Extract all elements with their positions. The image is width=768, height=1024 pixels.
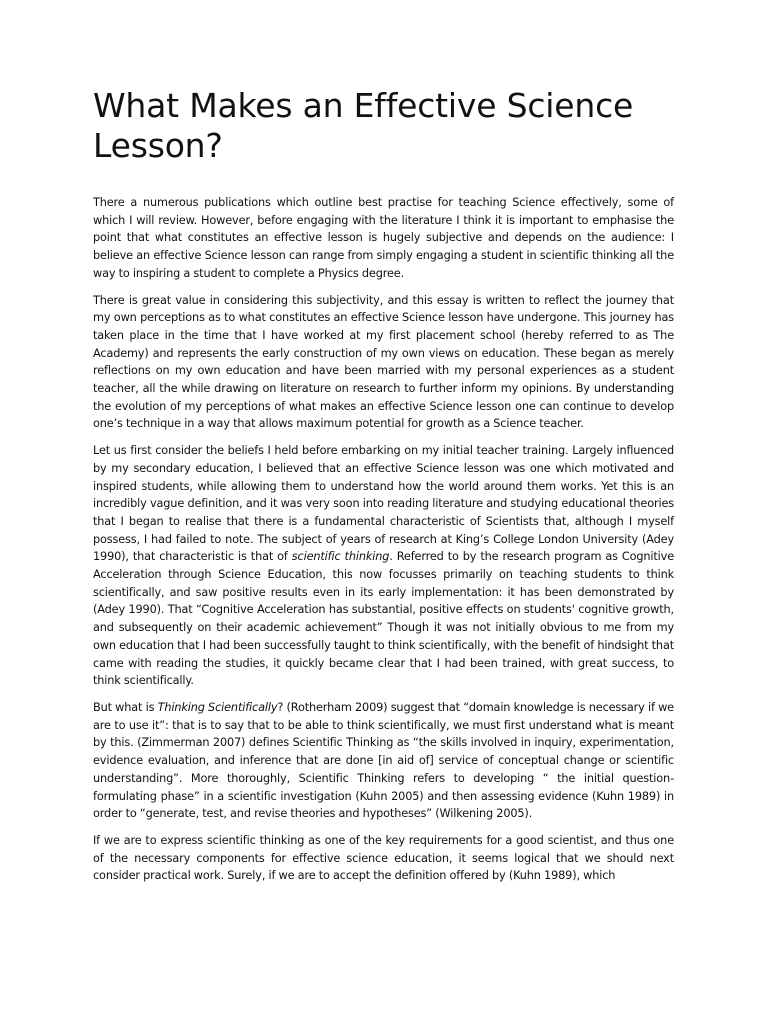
paragraph-text: ? (Rotherham 2009) suggest that “domain knowledge is necessary if we are to use it”: that is to say that to be able to think scientifically, we must first understand what is meant by this. (Zimmerman 2007) defines Scientific Thinking as “the skills involved in inquiry, experimentation, evidence evaluation, and inference that are done [in aid of] service of conceptual change or scientific understanding”. More thoroughly, Scientific Thinking refers to developing “ the initial question-formulating phase” in a scientific investigation (Kuhn 2005) and then assessing evidence (Kuhn 1989) in order to “generate, test, and revise theories and hypotheses” (Wilkening 2005).: [93, 700, 674, 821]
document-title: What Makes an Effective Science Lesson?: [93, 86, 634, 165]
italic-term: scientific thinking: [291, 550, 390, 564]
paragraph: [93, 699, 674, 823]
paragraph-text: There is great value in considering this subjectivity, and this essay is written to reflect the journey that my own perceptions as to what constitutes an effective Science lesson have undergone. This journey has taken place in the time that I have worked at my first placement school (hereby referred to as The Academy) and represents the early construction of my own views on education. These began as merely reflections on my own education and have been married with my personal experiences as a student teacher, all the while drawing on literature on research to further inform my opinions. By understanding the evolution of my perceptions of what makes an effective Science lesson one can continue to develop one’s technique in a way that allows maximum potential for growth as a Science teacher.: [93, 293, 674, 431]
paragraph: [93, 832, 674, 885]
paragraph-text: If we are to express scientific thinking as one of the key requirements for a good scientist, and thus one of the necessary components for effective science education, it seems logical that we should next consider practical work. Surely, if we are to accept the definition offered by (Kuhn 1989), which: [93, 833, 674, 883]
document-body: [93, 86, 674, 894]
paragraph-text: Let us first consider the beliefs I held before embarking on my initial teacher training. Largely influenced by my secondary education, I believed that an effective Science lesson was one which motivated and inspired students, while allowing them to understand how the world around them works. Yet this is an incredibly vague definition, and it was very soon into reading literature and studying educational theories that I began to realise that there is a fundamental characteristic of Scientists that, although I myself possess, I had failed to note. The subject of years of research at King’s College London University (Adey 1990), that characteristic is that of: [93, 444, 674, 564]
paragraph-text: There a numerous publications which outline best practise for teaching Science effectively, some of which I will review. However, before engaging with the literature I think it is important to emphasise the point that what constitutes an effective lesson is hugely subjective and depends on the audience: I believe an effective Science lesson can range from simply engaging a student in scientific thinking all the way to inspiring a student to complete a Physics degree.: [93, 196, 674, 280]
paragraph-text: But what is: [93, 700, 158, 714]
italic-term: Thinking Scientifically: [157, 700, 278, 714]
paragraph-text: . Referred to by the research program as Cognitive Acceleration through Science Education, this now focusses primarily on teaching students to think scientifically, and saw positive results even in its early implementation: it has been demonstrated by (Adey 1990). That “Cognitive Acceleration has substantial, positive effects on students' cognitive growth, and subsequently on their academic achievement” Though it was not initially obvious to me from my own education that I had been successfully taught to think scientifically, with the benefit of hindsight that came with reading the studies, it quickly became clear that I had been trained, with great success, to think scientifically.: [93, 550, 675, 688]
paragraph: [93, 442, 674, 690]
paragraph: [93, 292, 674, 434]
paragraph: [93, 194, 674, 283]
